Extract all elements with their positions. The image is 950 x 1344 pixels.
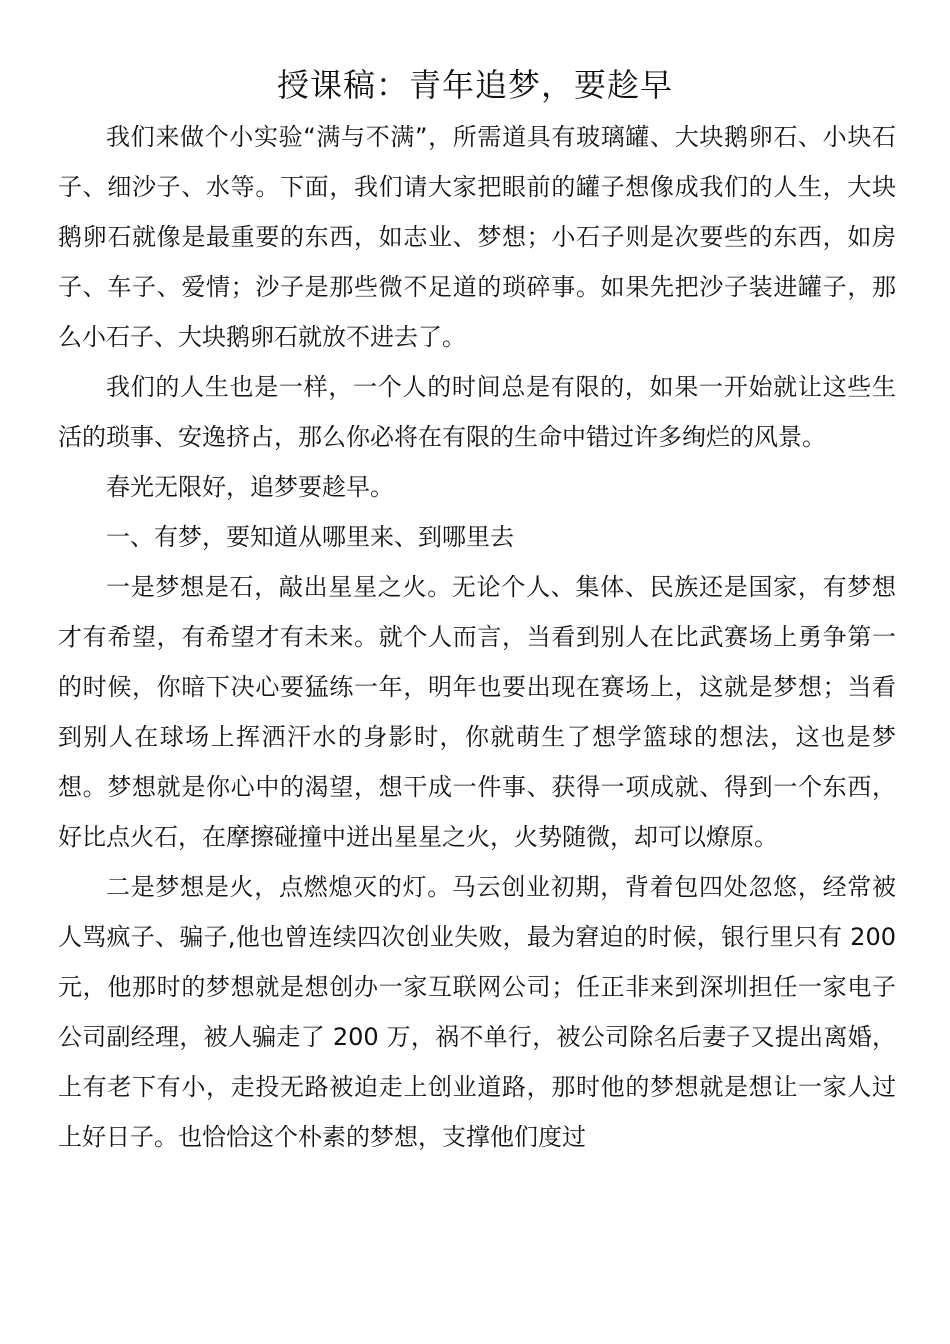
document-title: 授课稿：青年追梦，要趁早 (276, 66, 673, 104)
document-body (58, 112, 896, 1162)
paragraph-spring: 春光无限好，追梦要趁早。 (106, 473, 394, 501)
paragraph-life: 我们的人生也是一样，一个人的时间总是有限的，如果一开始就让这些生活的琐事、安逸挤占，那么你必将在有限的生命中错过许多绚烂的风景。 (58, 373, 896, 451)
paragraph-dream-stone: 一是梦想是石，敲出星星之火。无论个人、集体、民族还是国家，有梦想才有希望，有希望才有未来。就个人而言，当看到别人在比武赛场上勇争第一的时候，你暗下决心要猛练一年，明年也要出现在赛场上，这就是梦想；当看到别人在球场上挥洒汗水的身影时，你就萌生了想学篮球的想法，这也是梦想。梦想就是你心中的渴望，想干成一件事、获得一项成就、得到一个东西，好比点火石，在摩擦碰撞中迸出星星之火，火势随微，却可以燎原。 (58, 573, 896, 851)
paragraph-experiment: 我们来做个小实验“满与不满”，所需道具有玻璃罐、大块鹅卵石、小块石子、细沙子、水等。下面，我们请大家把眼前的罐子想像成我们的人生，大块鹅卵石就像是最重要的东西，如志业、梦想；小石子则是次要些的东西，如房子、车子、爱情；沙子是那些微不足道的琐碎事。如果先把沙子装进罐子，那么小石子、大块鹅卵石就放不进去了。 (58, 123, 896, 351)
paragraph-dream-fire: 二是梦想是火，点燃熄灭的灯。马云创业初期，背着包四处忽悠，经常被人骂疯子、骗子,他也曾连续四次创业失败，最为窘迫的时候，银行里只有 200 元，他那时的梦想就是想创办一家互联网公司；任正非来到深圳担任一家电子公司副经理，被人骗走了 200 万，祸不单行，被公司除名后妻子又提出离婚，上有老下有小，走投无路被迫走上创业道路，那时他的梦想就是想让一家人过上好日子。也恰恰这个朴素的梦想，支撑他们度过 (58, 873, 896, 1151)
section-heading-1: 一、有梦，要知道从哪里来、到哪里去 (106, 523, 514, 551)
